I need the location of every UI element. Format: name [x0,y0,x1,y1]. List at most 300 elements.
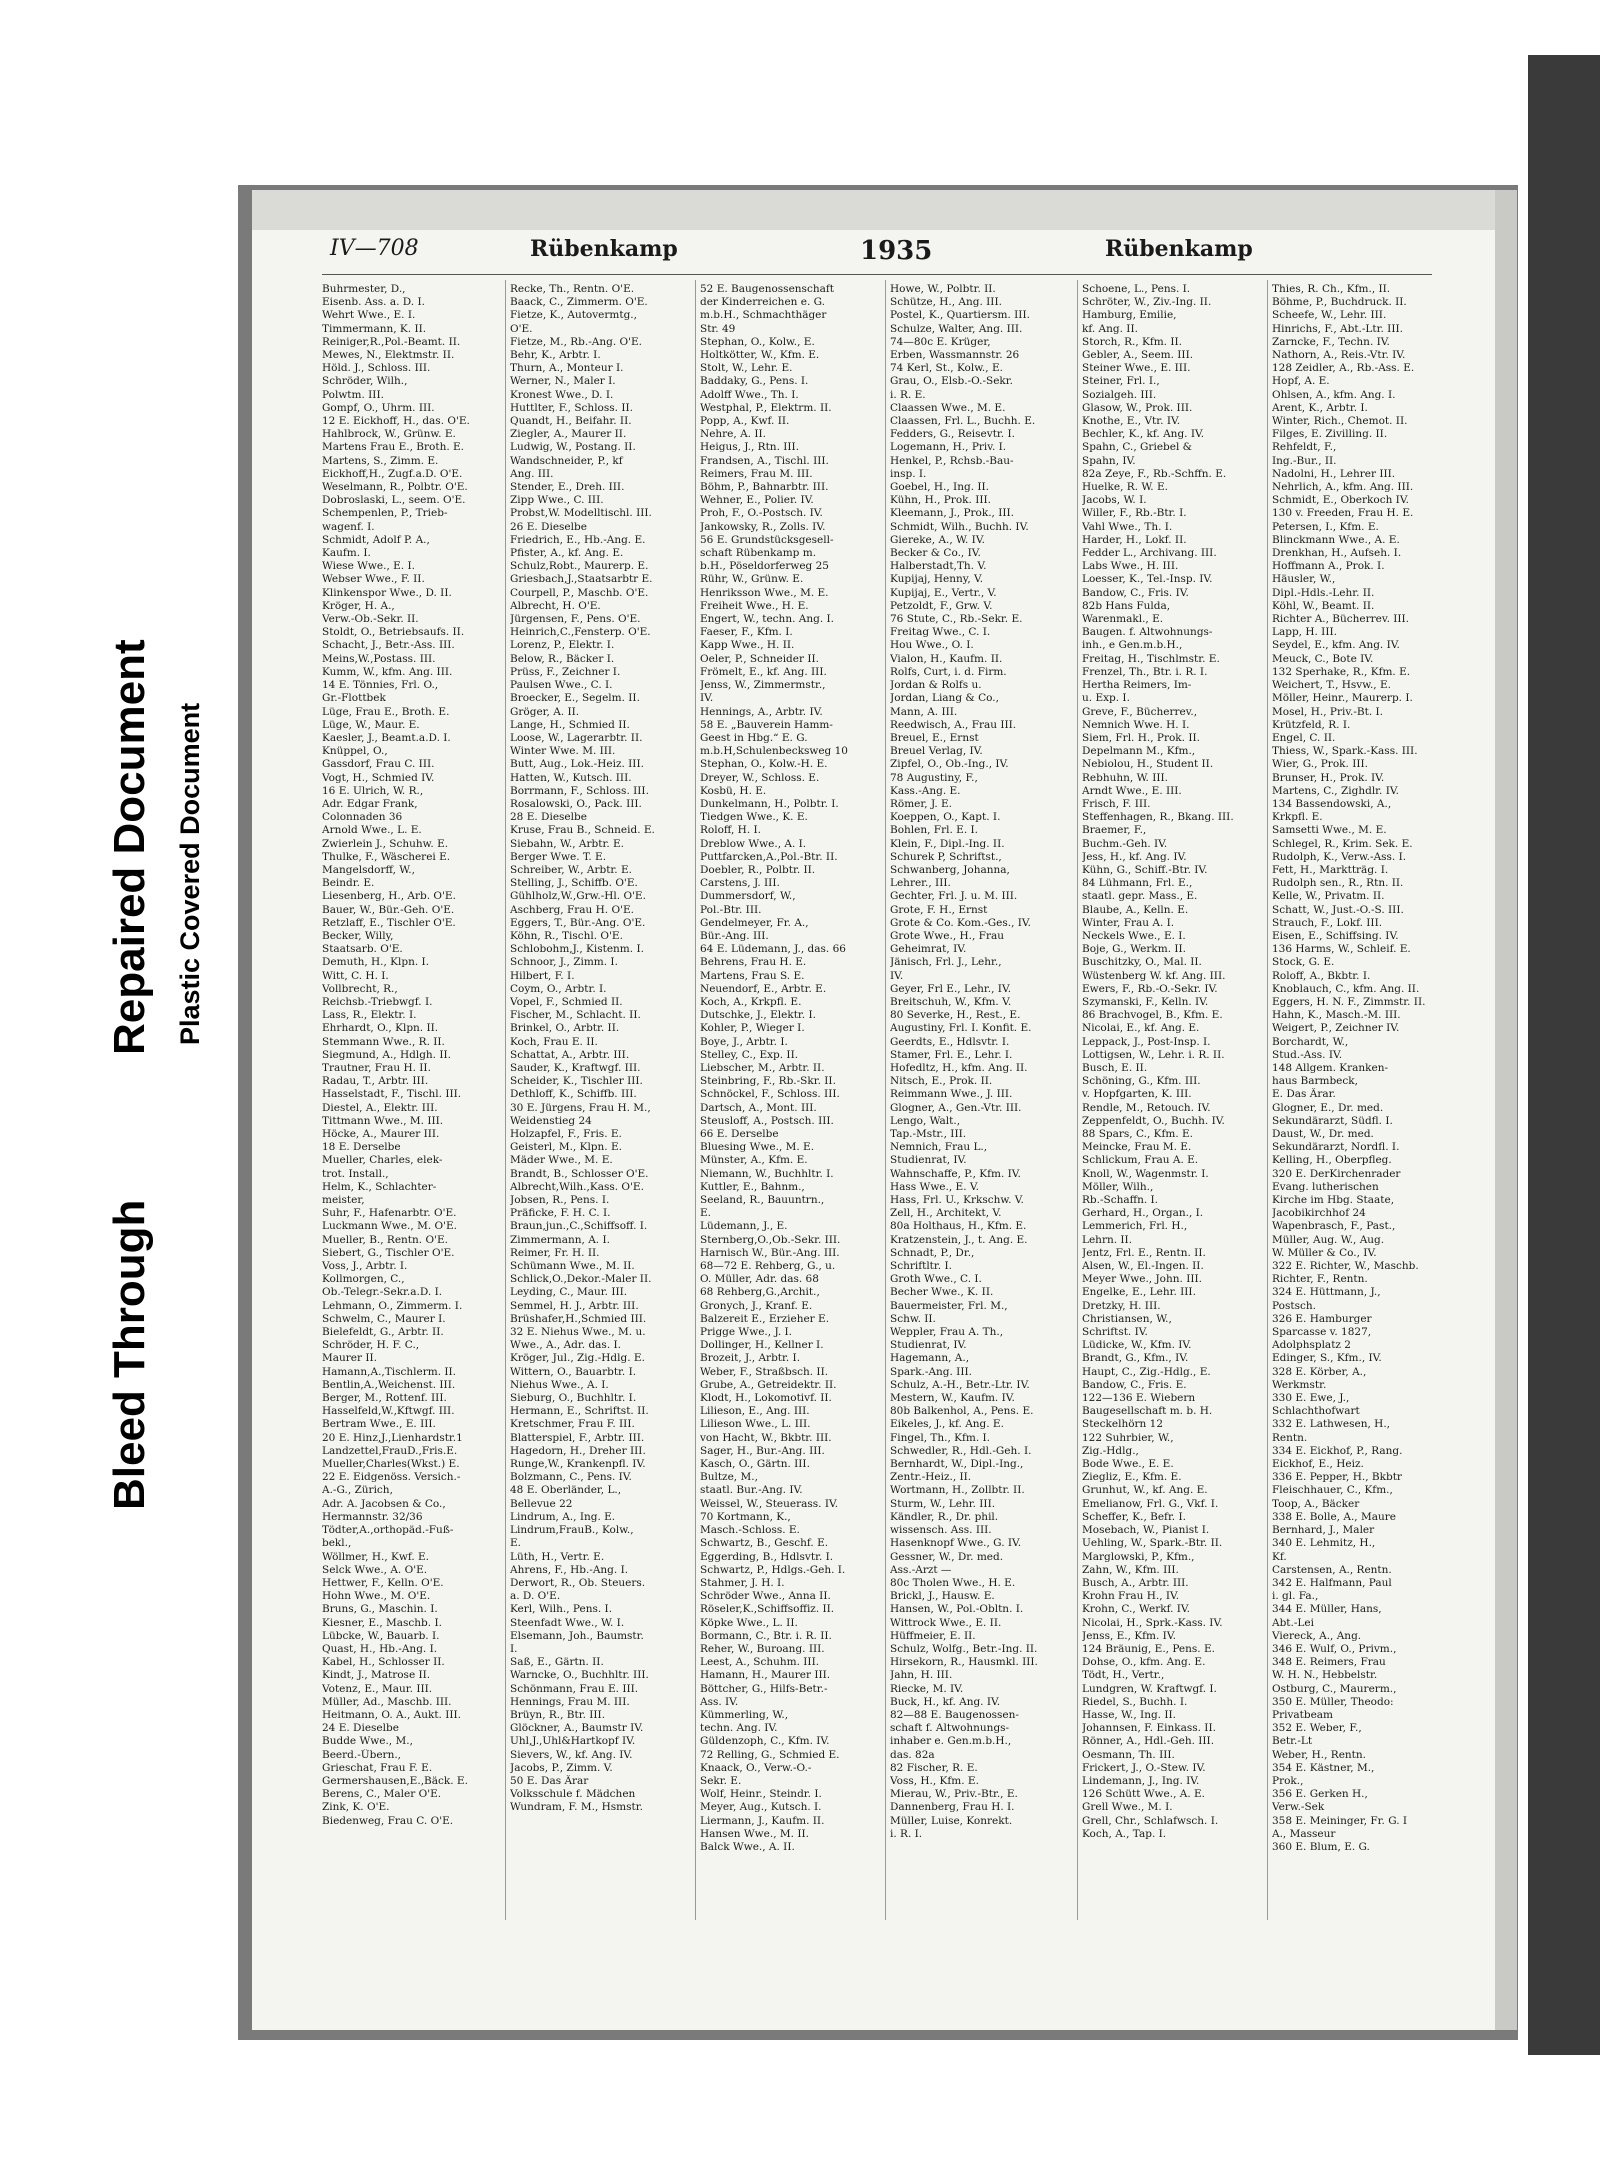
directory-entry-line: Schlick,O.,Dekor.-Maler II. [510,1273,652,1286]
directory-entry-line: Masch.-Schloss. E. [700,1524,800,1537]
directory-entry-line: Gr.-Flottbek [322,692,386,705]
directory-entry-line: Hasse, W., Ing. II. [1082,1708,1176,1721]
directory-entry-line: 338 E. Bolle, A., Maure [1272,1510,1396,1523]
year-title: 1935 [860,236,933,266]
directory-entry-line: Hass Wwe., E. V. [890,1180,979,1193]
directory-entry-line: Erben, Wassmannstr. 26 [890,349,1020,362]
directory-entry-line: Häusler, W., [1272,573,1336,586]
directory-entry-line: Stud.-Ass. IV. [1272,1048,1343,1061]
directory-entry-line: Martens Frau E., Broth. E. [322,441,465,454]
directory-entry-line: 80b Balkenhol, A., Pens. E. [890,1405,1034,1418]
directory-entry-line: Hahn, K., Masch.-M. III. [1272,1009,1401,1022]
directory-entry-line: 330 E. Ewe, J., [1272,1392,1350,1405]
directory-entry-line: 82 Fischer, R. E. [890,1761,978,1774]
directory-entry-line: Weigert, P., Zeichner IV. [1272,1022,1400,1035]
directory-entry-line: Geisterl, M., Klpn. E. [510,1141,622,1154]
directory-entry-line: Adolff Wwe., Th. I. [700,388,799,401]
directory-entry-line: Augustiny, Frl. I. Konfit. E. [890,1022,1032,1035]
directory-entry-line: Behr, K., Arbtr. I. [510,349,601,362]
directory-entry-line: Stelley, C., Exp. II. [700,1048,799,1061]
directory-entry-line: Wiese Wwe., E. I. [322,560,415,573]
directory-entry-line: Prüss, F., Zeichner I. [510,665,621,678]
page-number: IV—708 [330,236,419,261]
directory-entry-line: Hinrichs, F., Abt.-Ltr. III. [1272,322,1403,335]
directory-entry-line: Lübcke, W., Bauarb. I. [322,1629,440,1642]
directory-entry-line: Geest in Hbg.“ E. G. [700,731,808,744]
directory-entry-line: Lemmerich, Frl. H., [1082,1220,1188,1233]
directory-entry-line: Nemnich Wwe. H. I. [1082,718,1190,731]
directory-entry-line: Vollbrecht, R., [322,982,398,995]
directory-entry-line: Arndt Wwe., E. III. [1082,784,1182,797]
directory-entry-line: Carstensen, A., Rentn. [1272,1563,1392,1576]
directory-entry-line: Thiess, W., Spark.-Kass. III. [1272,745,1418,758]
directory-entry-line: Stahmer, J. H. I. [700,1576,785,1589]
directory-entry-line: Viereck, A., Ang. [1272,1629,1362,1642]
directory-entry-line: Busch, E. II. [1082,1061,1148,1074]
directory-entry-line: 48 E. Oberländer, L., [510,1484,622,1497]
directory-entry-line: Schurek P, Schriftst., [890,850,1002,863]
directory-entry-line: Verw.-Ob.-Sekr. II. [322,613,419,626]
directory-entry-line: Schlobohm,J., Kistenm. I. [510,943,644,956]
directory-entry-line: Müller, Aug. W., Aug. [1272,1233,1385,1246]
directory-entry-line: Tittmann Wwe., M. III. [322,1114,444,1127]
directory-entry-line: Gassdorf, Frau C. III. [322,758,435,771]
directory-entry-line: Grell, Chr., Schlafwsch. I. [1082,1814,1219,1827]
directory-entry-line: 22 E. Eidgenöss. Versich.- [322,1471,461,1484]
directory-entry-line: 126 Schütt Wwe., A. E. [1082,1788,1206,1801]
directory-entry-line: Bernhardt, W., Dipl.-Ing., [890,1458,1024,1471]
directory-entry-line: Ass. IV. [700,1695,739,1708]
directory-entry-line: 68—72 E. Rehberg, G., u. [700,1260,836,1273]
directory-entry-line: 18 E. Derselbe [322,1141,401,1154]
directory-entry-line: Hüffmeier, E. II. [890,1629,976,1642]
directory-entry-line: Frenzel, Th., Btr. i. R. I. [1082,665,1208,678]
directory-entry-line: Grote, F. H., Ernst [890,903,988,916]
directory-entry-line: E. [510,1537,522,1550]
directory-entry-line: Hansen, W., Pol.-Obltn. I. [890,1603,1024,1616]
directory-entry-line: 344 E. Müller, Hans, [1272,1603,1382,1616]
directory-entry-line: Knoblauch, C., kfm. Ang. II. [1272,982,1420,995]
directory-entry-line: Carstens, J. III. [700,877,780,890]
directory-entry-line: Wolf, Heinr., Steindr. I. [700,1788,822,1801]
directory-entry-line: Gechter, Frl. J. u. M. III. [890,890,1018,903]
directory-entry-line: Engel, C. II. [1272,731,1336,744]
directory-entry-line: Roloff, A., Bkbtr. I. [1272,969,1371,982]
directory-entry-line: Trautner, Frau H. II. [322,1061,431,1074]
directory-entry-line: 72 Relling, G., Schmied E. [700,1748,840,1761]
directory-entry-line: Oesmann, Th. III. [1082,1748,1175,1761]
directory-entry-line: Arnold Wwe., L. E. [322,824,422,837]
directory-entry-line: Lindrum, A., Ing. E. [510,1510,616,1523]
directory-entry-line: Weber, H., Rentn. [1272,1748,1366,1761]
directory-entry-line: Hamann,A.,Tischlerm. II. [322,1365,457,1378]
directory-entry-line: 82b Hans Fulda, [1082,599,1171,612]
directory-entry-line: Harder, H., Lokf. II. [1082,533,1187,546]
directory-entry-line: IV. [700,692,714,705]
directory-entry-line: Buschitzky, O., Mal. II. [1082,956,1202,969]
directory-entry-line: Frömelt, E., kf. Ang. III. [700,665,827,678]
directory-entry-line: Liebscher, M., Arbtr. II. [700,1061,825,1074]
directory-entry-line: Kändler, R., Dr. phil. [890,1510,999,1523]
directory-entry-line: Zahn, W., Kfm. III. [1082,1563,1179,1576]
directory-entry-line: Boje, G., Werkm. II. [1082,943,1187,956]
directory-entry-line: Labs Wwe., H. III. [1082,560,1179,573]
directory-entry-line: Probst,W. Modelltischl. III. [510,507,652,520]
directory-entry-line: 14 E. Tönnies, Frl. O., [322,679,439,692]
directory-column-2 [510,283,688,1923]
directory-entry-line: Lehmann, O., Zimmerm. I. [322,1299,463,1312]
directory-entry-line: Mosel, H., Priv.-Bt. I. [1272,705,1383,718]
directory-entry-line: Ohlsen, A., kfm. Ang. I. [1272,388,1396,401]
directory-entry-line: Hasenknopf Wwe., G. IV. [890,1537,1022,1550]
directory-entry-line: Buck, H., kf. Ang. IV. [890,1695,1001,1708]
directory-entry-line: Jacobikirchhof 24 [1272,1207,1366,1220]
directory-entry-line: Siebahn, W., Arbtr. E. [510,837,625,850]
directory-entry-line: Sievers, W., kf. Ang. IV. [510,1748,633,1761]
directory-entry-line: Meyer, Aug., Kutsch. I. [700,1801,822,1814]
directory-entry-line: Verw.-Sek [1272,1801,1325,1814]
directory-entry-line: wagenf. I. [322,520,375,533]
directory-entry-line: Vogt, H., Schmied IV. [322,771,435,784]
directory-entry-line: Sturm, W., Lehr. III. [890,1497,996,1510]
directory-entry-line: Kasch, O., Gärtn. III. [700,1458,810,1471]
directory-entry-line: Stock, G. E. [1272,956,1335,969]
directory-entry-line: Buhrmester, D., [322,283,406,295]
directory-entry-line: Hirsekorn, R., Hausmkl. III. [890,1656,1038,1669]
column-rule [1077,280,1078,1920]
directory-entry-line: Bauer, W., Bür.-Geh. O'E. [322,903,455,916]
directory-entry-line: Schlachthofwart [1272,1405,1360,1418]
directory-entry-line: Harnisch W., Bür.-Ang. III. [700,1246,840,1259]
directory-entry-line: Lange, H., Schmied II. [510,718,630,731]
directory-entry-line: Fietze, M., Rb.-Ang. O'E. [510,335,643,348]
directory-entry-line: Luckmann Wwe., M. O'E. [322,1220,457,1233]
directory-entry-line: Werkmstr. [1272,1378,1327,1391]
directory-entry-line: Coym, O., Arbtr. I. [510,982,607,995]
directory-entry-line: Lehrn. II. [1082,1233,1133,1246]
directory-entry-line: 58 E. „Bauverein Hamm- [700,718,833,731]
directory-entry-line: Dreyer, W., Schloss. E. [700,771,820,784]
directory-entry-line: Gronych, J., Kranf. E. [700,1299,813,1312]
directory-entry-line: Röseler,K.,Schiffsoffiz. II. [700,1603,835,1616]
side-label-repaired-document: Repaired Document [105,639,154,1055]
directory-entry-line: Schnoor, J., Zimm. I. [510,956,618,969]
directory-entry-line: A., Masseur [1272,1827,1336,1840]
directory-entry-line: Glogner, E., Dr. med. [1272,1101,1384,1114]
directory-entry-line: Groth Wwe., C. I. [890,1273,982,1286]
directory-entry-line: Haupt, C., Zig.-Hdlg., E. [1082,1365,1211,1378]
directory-entry-line: Schwartz, B., Geschf. E. [700,1537,829,1550]
directory-entry-line: Krohn, C., Werkf. IV. [1082,1603,1191,1616]
directory-entry-line: Richter A., Bücherrev. III. [1272,613,1410,626]
directory-entry-line: i. R. E. [890,388,926,401]
directory-entry-line: Lapp, H. III. [1272,626,1337,639]
directory-entry-line: Hennings, A., Arbtr. IV. [700,705,823,718]
directory-entry-line: Grube, A., Getreidektr. II. [700,1378,837,1391]
directory-entry-line: 64 E. Lüdemann, J., das. 66 [700,943,846,956]
directory-entry-line: Ostburg, C., Maurerm., [1272,1682,1397,1695]
directory-entry-line: Schwedler, R., Hdl.-Geh. I. [890,1444,1032,1457]
directory-entry-line: Hilbert, F. I. [510,969,575,982]
directory-entry-line: Uehling, W., Spark.-Btr. II. [1082,1537,1223,1550]
directory-entry-line: Pfister, A., kf. Ang. E. [510,547,624,560]
directory-entry-line: Hass, Frl. U., Krkschw. V. [890,1194,1024,1207]
directory-entry-line: Henriksson Wwe., M. E. [700,586,829,599]
directory-entry-line: Timmermann, K. II. [322,322,427,335]
directory-entry-line: Reimer, Fr. H. II. [510,1246,600,1259]
directory-entry-line: Zink, K. O'E. [322,1801,390,1814]
directory-entry-line: Emelianow, Frl. G., Vkf. I. [1082,1497,1219,1510]
directory-entry-line: 70 Kortmann, K., [700,1510,791,1523]
directory-entry-line: Baddaky, G., Pens. I. [700,375,809,388]
directory-entry-line: Weidenstieg 24 [510,1114,592,1127]
directory-entry-line: Kiesner, E., Maschb. I. [322,1616,442,1629]
directory-entry-line: Hettwer, F., Kelln. O'E. [322,1576,444,1589]
directory-entry-line: Brickl, J., Hausw. E. [890,1590,995,1603]
directory-entry-line: Privatbeam [1272,1708,1334,1721]
directory-entry-line: Hamburg, Emilie, [1082,309,1177,322]
directory-entry-line: Bormann, C., Btr. i. R. II. [700,1629,832,1642]
directory-entry-line: 50 E. Das Ärar [510,1774,589,1787]
directory-entry-line: Riedel, S., Buchh. I. [1082,1695,1188,1708]
directory-entry-line: Meuck, C., Bote IV. [1272,652,1374,665]
directory-entry-line: Biedenweg, Frau C. O'E. [322,1814,454,1827]
directory-column-5 [1082,283,1260,1923]
directory-entry-line: Wandschneider, P., kf [510,454,623,467]
directory-entry-line: a. D. O'E. [510,1590,561,1603]
directory-entry-line: 350 E. Müller, Theodo: [1272,1695,1394,1708]
directory-entry-line: Frandsen, A., Tischl. III. [700,454,829,467]
directory-entry-line: Uhl,J.,Uhl&Hartkopf IV. [510,1735,636,1748]
directory-entry-line: Weichert, T., Hsvw., E. [1272,679,1391,692]
directory-entry-line: Schulz, A.-H., Betr.-Ltr. IV. [890,1378,1030,1391]
directory-entry-line: W. H. N., Hebbelstr. [1272,1669,1378,1682]
directory-entry-line: Wapenbrasch, F., Past., [1272,1220,1396,1233]
directory-entry-line: Christiansen, W., [1082,1312,1172,1325]
directory-entry-line: Gebler, A., Seem. III. [1082,349,1194,362]
directory-entry-line: Grunhut, W., kf. Ang. E. [1082,1484,1208,1497]
directory-entry-line: Lüdemann, J., E. [700,1220,788,1233]
directory-entry-line: 24 E. Dieselbe [322,1722,399,1735]
directory-entry-line: Recke, Th., Rentn. O'E. [510,283,635,295]
directory-entry-line: Loose, W., Lagerarbtr. II. [510,731,643,744]
directory-entry-line: Mann, A. III. [890,705,958,718]
directory-entry-line: Mangelsdorff, W., [322,863,415,876]
directory-entry-line: Below, R., Bäcker I. [510,652,615,665]
directory-entry-line: Webser Wwe., F. II. [322,573,425,586]
directory-entry-line: Pol.-Btr. III. [700,903,762,916]
page-top-edge [252,190,1517,230]
directory-entry-line: staatl. gepr. Mass., E. [1082,890,1198,903]
directory-entry-line: Baugen. f. Altwohnungs- [1082,626,1213,639]
directory-entry-line: Wittrock Wwe., E. II. [890,1616,1002,1629]
directory-entry-line: trot. Install., [322,1167,389,1180]
directory-entry-line: Puttfarcken,A.,Pol.-Btr. II. [700,850,838,863]
directory-entry-line: Marglowski, P., Kfm., [1082,1550,1195,1563]
directory-entry-line: Wehner, E., Polier. IV. [700,494,814,507]
directory-entry-line: Gröger, A. II. [510,705,580,718]
directory-entry-line: Lottigsen, W., Lehr. i. R. II. [1082,1048,1225,1061]
directory-entry-line: 132 Sperhake, R., Kfm. E. [1272,665,1411,678]
directory-entry-line: Nitsch, E., Prok. II. [890,1075,993,1088]
directory-entry-line: Bruns, G., Maschin. I. [322,1603,438,1616]
directory-entry-line: Petzoldt, F., Grw. V. [890,599,993,612]
directory-entry-line: Eggers, H. N. F., Zimmstr. II. [1272,995,1426,1008]
directory-entry-line: Lüdicke, W., Kfm. IV. [1082,1339,1192,1352]
directory-entry-line: Eggerding, B., Hdlsvtr. I. [700,1550,834,1563]
directory-entry-line: Steffenhagen, R., Bkang. III. [1082,811,1234,824]
directory-entry-line: Sekundärarzt, Südfl. I. [1272,1114,1393,1127]
directory-entry-line: Lorenz, P., Elektr. I. [510,639,615,652]
directory-entry-line: Dannenberg, Frau H. I. [890,1801,1015,1814]
directory-entry-line: 88 Spars, C., Kfm. E. [1082,1128,1193,1140]
directory-entry-line: Köhl, W., Beamt. II. [1272,599,1375,612]
directory-entry-line: Kuttler, E., Bahnm., [700,1180,805,1193]
directory-entry-line: Schröder, H. F. C., [322,1339,420,1352]
directory-entry-line: Brozeit, J., Arbtr. I. [700,1352,801,1365]
directory-entry-line: Stender, E., Dreh. III. [510,481,625,494]
directory-entry-line: Böhm, P., Bahnarbtr. III. [700,481,829,494]
directory-entry-line: Filges, E. Zivilling. II. [1272,428,1388,441]
directory-entry-line: Ehrhardt, O., Klpn. II. [322,1022,439,1035]
directory-entry-line: Drenkhan, H., Aufseh. I. [1272,547,1402,560]
directory-entry-line: Fedders, G., Reisevtr. I. [890,428,1015,441]
directory-entry-line: Ziegler, A., Maurer II. [510,428,627,441]
directory-entry-line: Adr. A. Jacobsen & Co., [322,1497,446,1510]
directory-entry-line: Kröger, H. A., [322,599,395,612]
directory-entry-line: Kaufm. I. [322,547,371,560]
directory-entry-line: Eickhoff,H., Zugf.a.D. O'E. [322,467,463,480]
directory-entry-line: Dethloff, K., Schiffb. III. [510,1088,637,1101]
directory-entry-line: 74 Kerl, St., Kolw., E. [890,362,1003,375]
directory-entry-line: das. 82a [890,1748,935,1761]
directory-entry-line: Schatt, W., Just.-O.-S. III. [1272,903,1404,916]
directory-entry-line: Klodt, H., Lokomotivf. II. [700,1392,832,1405]
directory-entry-line: Weppler, Frau A. Th., [890,1326,1004,1339]
directory-entry-line: Rb.-Schaffn. I. [1082,1194,1158,1207]
directory-entry-line: Henkel, P., Rchsb.-Bau- [890,454,1014,467]
directory-entry-line: Mueller,Charles(Wkst.) E. [322,1458,460,1471]
directory-entry-line: Rönner, A., Hdl.-Geh. III. [1082,1735,1215,1748]
directory-entry-line: Blaube, A., Kelln. E. [1082,903,1189,916]
directory-entry-line: Hertha Reimers, Im- [1082,679,1192,692]
directory-entry-line: Borchardt, W., [1272,1035,1349,1048]
directory-entry-line: 28 E. Dieselbe [510,811,587,824]
directory-entry-line: der Kinderreichen e. G. [700,296,826,309]
directory-entry-line: Scheffer, K., Befr. I. [1082,1510,1186,1523]
directory-entry-line: Strauch, F., Lokf. III. [1272,916,1383,929]
directory-entry-line: Berens, C., Maler O'E. [322,1788,442,1801]
directory-entry-line: 124 Bräunig, E., Pens. E. [1082,1642,1215,1655]
directory-entry-line: Becker, Willy, [322,929,394,942]
directory-entry-line: Stephan, O., Kolw.-H. E. [700,758,828,771]
directory-entry-line: schaft Rübenkamp m. [700,547,817,560]
column-rule [1267,280,1268,1920]
directory-entry-line: Jankowsky, R., Zolls. IV. [700,520,826,533]
directory-entry-line: Dreblow Wwe., A. I. [700,837,807,850]
column-rule [885,280,886,1920]
directory-entry-line: Jentz, Frl. E., Rentn. II. [1082,1246,1206,1259]
directory-entry-line: Adr. Edgar Frank, [322,797,418,810]
directory-entry-line: 68 Rehberg,G.,Archit., [700,1286,820,1299]
directory-column-6 [1272,283,1432,1923]
directory-entry-line: Reimmann Wwe., J. III. [890,1088,1013,1101]
directory-entry-line: Schacht, J., Betr.-Ass. III. [322,639,455,652]
directory-entry-line: Greve, F., Bücherrev., [1082,705,1198,718]
directory-entry-line: Ob.-Telegr.-Sekr.a.D. I. [322,1286,443,1299]
directory-entry-line: Goebel, H., Ing. II. [890,481,990,494]
directory-entry-line: Aschberg, Frau H. O'E. [510,903,634,916]
directory-entry-line: Brinkel, O., Arbtr. II. [510,1022,620,1035]
directory-entry-line: Höcke, A., Maurer III. [322,1128,440,1140]
directory-entry-line: Albrecht,Wilh.,Kass. O'E. [510,1180,644,1193]
directory-entry-line: Selck Wwe., A. O'E. [322,1563,428,1576]
directory-entry-line: i. R. I. [890,1827,923,1840]
directory-entry-line: Zeppenfeldt, O., Buchh. IV. [1082,1114,1225,1127]
directory-entry-line: Brüshafer,H.,Schmied III. [510,1312,647,1325]
directory-entry-line: Holtkötter, W., Kfm. E. [700,349,820,362]
street-title-right: Rübenkamp [1105,236,1253,262]
directory-entry-line: Dretzky, H. III. [1082,1299,1161,1312]
directory-entry-line: Heigus, J., Rtn. III. [700,441,800,454]
directory-entry-line: O. Müller, Adr. das. 68 [700,1273,819,1286]
directory-entry-line: Germershausen,E.,Bäck. E. [322,1774,468,1787]
directory-entry-line: Reimers, Frau M. III. [700,467,813,480]
directory-entry-line: Claassen, Frl. L., Buchh. E. [890,415,1036,428]
directory-entry-line: Mewes, N., Elektmstr. II. [322,349,455,362]
directory-entry-line: Wehrt Wwe., E. I. [322,309,416,322]
directory-entry-line: Hoffmann A., Prok. I. [1272,560,1385,573]
directory-entry-line: Witt, C. H. I. [322,969,389,982]
directory-entry-line: Schreiber, W., Arbtr. E. [510,863,632,876]
directory-entry-line: Blatterspiel, F., Arbtr. III. [510,1431,645,1444]
directory-entry-line: Hagedorn, H., Dreher III. [510,1444,646,1457]
directory-entry-line: Kümmerling, W., [700,1708,789,1721]
directory-entry-line: Jänisch, Frl. J., Lehr., [890,956,1002,969]
directory-entry-line: 346 E. Wulf, O., Privm., [1272,1642,1397,1655]
directory-entry-line: Lindrum,FrauB., Kolw., [510,1524,634,1537]
directory-entry-line: Brunser, H., Prok. IV. [1272,771,1385,784]
directory-entry-line: 74—80c E. Krüger, [890,335,991,348]
directory-entry-line: Landzettel,FrauD.,Fris.E. [322,1444,458,1457]
directory-entry-line: 26 E. Dieselbe [510,520,587,533]
directory-entry-line: Grote & Co. Kom.-Ges., IV. [890,916,1031,929]
directory-entry-line: Ang. III. [510,467,554,480]
directory-entry-line: Loesser, K., Tel.-Insp. IV. [1082,573,1213,586]
directory-entry-line: Böttcher, G., Hilfs-Betr.- [700,1682,828,1695]
directory-entry-line: 52 E. Baugenossenschaft [700,283,834,295]
directory-entry-line: Steiner Wwe., E. III. [1082,362,1191,375]
directory-entry-line: Rolfs, Curt, i. d. Firm. [890,665,1007,678]
directory-entry-line: 332 E. Lathwesen, H., [1272,1418,1391,1431]
directory-entry-line: Knaack, O., Verw.-O.- [700,1761,812,1774]
directory-entry-line: Derwort, R., Ob. Steuers. [510,1576,646,1589]
directory-entry-line: Kindt, J., Matrose II. [322,1669,431,1682]
directory-entry-line: Lüge, W., Maur. E. [322,718,420,731]
directory-entry-line: Spark.-Ang. III. [890,1365,972,1378]
directory-entry-line: Eickhof, E., Heiz. [1272,1458,1364,1471]
directory-entry-line: Nehrlich, A., kfm. Ang. III. [1272,481,1414,494]
directory-entry-line: Schöning, G., Kfm. III. [1082,1075,1201,1088]
directory-entry-line: Jahn, H. III. [890,1669,953,1682]
directory-entry-line: Fett, H., Marktträg. I. [1272,863,1389,876]
directory-entry-line: Jordan & Rolfs u. [890,679,982,692]
directory-entry-line: Hasselfeld,W.,Kftwgf. III. [322,1405,455,1418]
directory-entry-line: Eisenb. Ass. a. D. I. [322,296,425,309]
directory-entry-line: IV. [890,969,904,982]
directory-entry-line: Müller, Luise, Konrekt. [890,1814,1013,1827]
directory-entry-line: Meyer Wwe., John. III. [1082,1273,1202,1286]
